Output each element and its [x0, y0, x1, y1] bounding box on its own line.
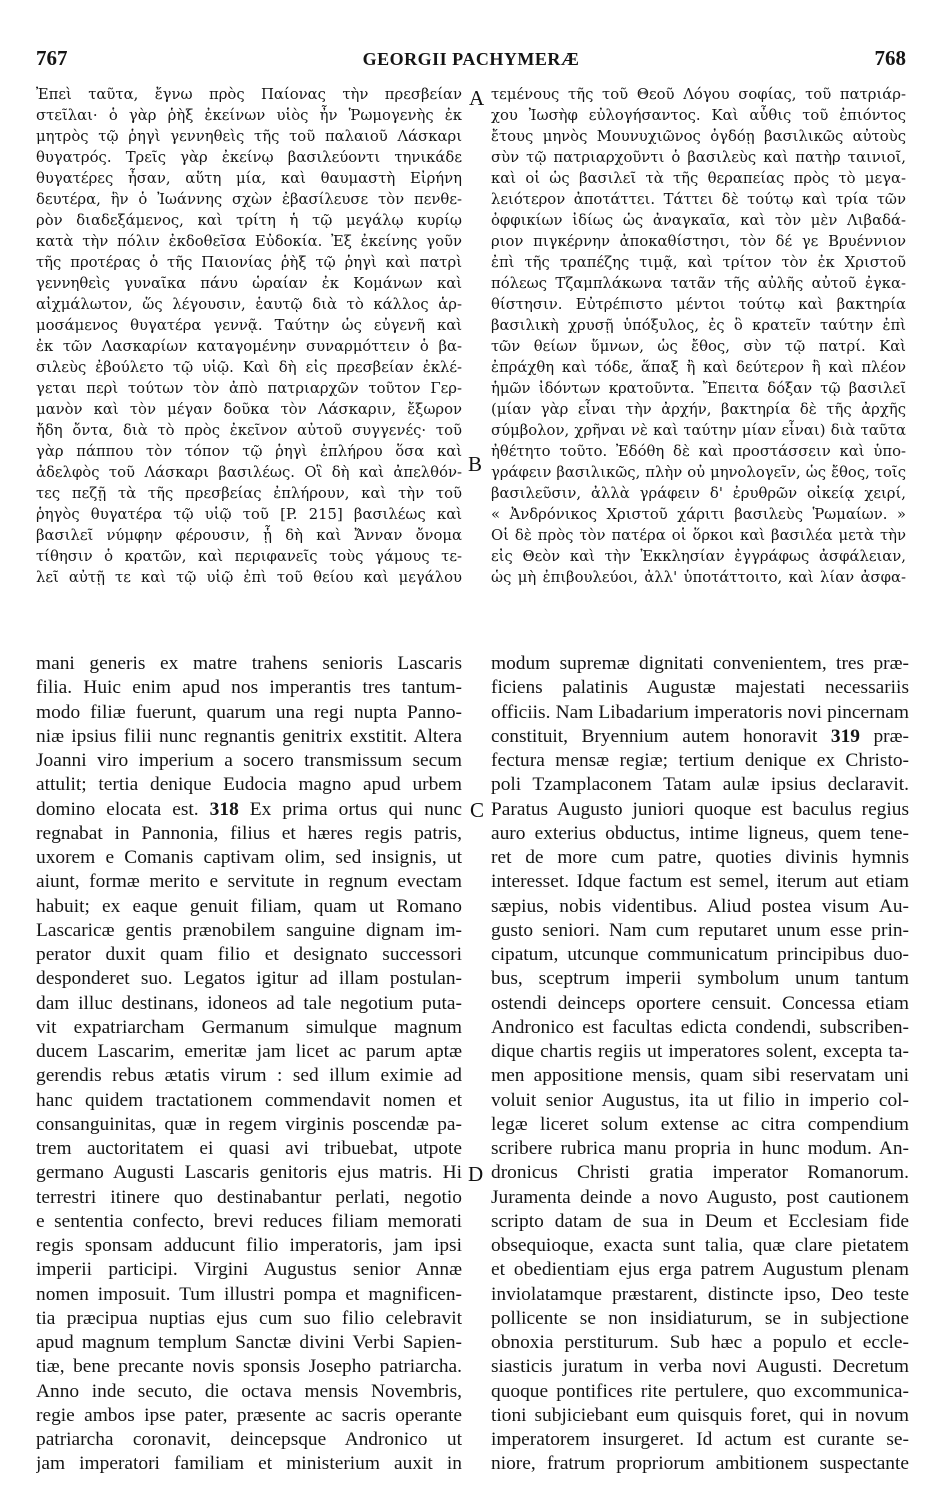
text-line: λειότερον ἀποτάττει. Τάττει δὲ τούτῳ καὶ τρία τῶν — [491, 191, 906, 208]
text-line: nomen imposuit. Tum illustri pompa et magnificen- — [36, 1283, 462, 1305]
text-line: εἰς Θεὸν καὶ τὴν Ἐκκλησίαν ἐγγράφως ἀσφάλειαν, — [491, 548, 906, 565]
greek-text-left-column — [36, 84, 462, 588]
text-line: auro exterius obductus, intime ligneus, quem tene- — [491, 822, 909, 844]
text-line: θίστησιν. Εὐτρέπιστο μέντοι τούτῳ καὶ βακτηρία — [491, 296, 906, 313]
text-line: ὀφφικίων ἰδίως ὡς ἀναγκαῖα, καὶ τὸν μὲν Λιβαδά- — [491, 212, 906, 229]
text-line: imperii participi. Virgini Augustus senior Annæ — [36, 1259, 462, 1281]
text-line: regie ambos ipse pater, præsente ac sacris operante — [36, 1404, 462, 1426]
text-line: e sententia confecto, brevi reduces filiam memorati — [36, 1210, 462, 1232]
text-line — [36, 798, 462, 822]
text-line: inviolatamque præstarent, distincte ipso, Deo teste — [491, 1283, 909, 1305]
text-line: attulit; tertia denique Eudocia magno apud urbem — [36, 774, 462, 796]
text-line: et obedientiam ejus erga patrem Augustum plenam — [491, 1259, 909, 1281]
text-line: τῶν θείων ὕμνων, ὡς ἔθος, σὺν τῷ πατρί. Καὶ — [491, 338, 906, 355]
margin-marker-d: D — [468, 1162, 484, 1186]
text-line: mani generis ex matre trahens senioris Lascaris — [36, 653, 462, 674]
text-line: τεμένους τῆς τοῦ Θεοῦ Λόγου σοφίας, τοῦ πατριάρ- — [491, 86, 906, 103]
text-line-fragment: Ex prima ortus qui nunc — [238, 798, 462, 820]
text-line: terrestri itinere quo destinabantur perlati, negotio — [36, 1186, 462, 1208]
section-number-318: 318 — [209, 798, 239, 820]
text-line: regnabat in Pannonia, filius et hæres regis patris, — [36, 822, 462, 844]
text-line: καὶ οἱ ὡς βασιλεῖ τὰ τῆς θεραπείας πρὸς τὸ μεγα- — [491, 170, 906, 187]
page-header — [36, 46, 906, 76]
text-line: obsequioque, exacta sunt talia, quæ clare pietatem — [491, 1235, 909, 1256]
text-line: θυγατρός. Τρεῖς γὰρ ἐκείνῳ βασιλεύοντι τηνικάδε — [36, 149, 462, 166]
text-line: Ἐπεὶ ταῦτα, ἔγνω πρὸς Παίονας τὴν πρεσβείαν — [36, 86, 462, 103]
text-line: consanguinitas, quæ in regem virginis poscendæ pa- — [36, 1113, 462, 1135]
text-line: patriarcha coronavit, deincepsque Andronico ut — [36, 1429, 462, 1450]
text-line: bus, sceptrum imperii symbolum unum tantum — [491, 968, 909, 990]
text-line: jam imperatori familiam et ministerium auxit in — [36, 1453, 462, 1475]
text-line: interesset. Idque factum est semel, iterum aut etiam — [491, 871, 909, 893]
text-line: tia præcipua nuptias ejus cum suo filio celebravit — [36, 1307, 462, 1329]
text-line: ficiens palatinis Augustæ majestati necessariis — [491, 677, 909, 699]
text-line: siasticis juratum in verba novi Augusti. Decretum — [491, 1356, 909, 1378]
text-line: γεννηθεὶς γυναῖκα πάνυ ὡραίαν ἐκ Κομάνων καὶ — [36, 275, 462, 292]
page-number-left: 767 — [36, 46, 68, 70]
latin-text-right-column — [491, 652, 909, 1477]
text-line: officiis. Nam Libadarium imperatoris novi pincernam — [491, 701, 909, 723]
text-line: desponderet suo. Legatos igitur ad illam postulan- — [36, 968, 462, 990]
text-line: μοσάμενος θυγατέρα γεννᾷ. Ταύτην ὡς εὐγενῆ καὶ — [36, 317, 462, 334]
text-line: Anno inde secuto, die octava mensis Novembris, — [36, 1380, 462, 1402]
text-line: Joanni viro imperium a socero transmissum secum — [36, 750, 462, 771]
text-line: ducem Lascarim, emeritæ jam licet ac parum aptæ — [36, 1041, 462, 1062]
text-line: σύμβολον, χρῆναι νὲ καὶ ταύτην μίαν εἶναι) διὰ ταῦτα — [491, 422, 906, 439]
text-line: λεῖ αὐτῇ τε καὶ τῷ υἱῷ ἐπὶ τοῦ θείου καὶ μεγάλου — [36, 569, 462, 586]
text-line: modo filiæ fuerunt, quarum una regi nupta Panno- — [36, 701, 462, 723]
text-line: quoque pontifices rite pertulere, quo excommunica- — [491, 1380, 909, 1402]
text-line: sæpius, nobis videntibus. Aliud postea visum Au- — [491, 895, 909, 917]
text-line: ostendi deinceps oportere censuit. Concessa etiam — [491, 992, 909, 1014]
text-line: « Ἀνδρόνικος Χριστοῦ χάριτι βασιλεὺς Ῥωμαίων. » — [491, 506, 906, 523]
text-line: perator duxit quam filio et designato successori — [36, 944, 462, 965]
text-line: γὰρ πάππου τὸν τόπον τῷ ῥηγὶ ἐπλήρου ὅσα καὶ — [36, 443, 462, 460]
text-line: ρὸν διαδεξάμενος, καὶ τρίτη ἡ τῷ μεγάλῳ κυρίῳ — [36, 212, 462, 229]
running-title: GEORGII PACHYMERÆ — [362, 49, 580, 69]
text-line: μητρὸς τῷ ῥηγὶ γεννηθεὶς τῆς τοῦ παλαιοῦ Λάσκαρι — [36, 128, 462, 145]
text-line: regis sponsam adducunt filio imperatoris, jam ipsi — [36, 1235, 462, 1256]
text-line: tiæ, bene precante novis sponsis Josepho patriarcha. — [36, 1356, 462, 1378]
text-line: tioni subjiciebant eum quisquis foret, qui in novum — [491, 1404, 909, 1426]
text-line: dronicus Christi gratia imperator Romanorum. — [491, 1162, 909, 1184]
greek-text-right-column — [491, 84, 906, 588]
text-line: uxorem e Comanis captivam olim, sed insignis, ut — [36, 847, 462, 868]
text-line: Andronico est facultas edicta condendi, subscriben- — [491, 1016, 909, 1038]
text-line: βασιλικὴ χρυσῇ ὑπόξυλος, ἐς ὃ κρατεῖν ταύτην ἐπὶ — [491, 317, 906, 334]
text-line: τες πεζῇ τὰ τῆς πρεσβείας ἐπλήρουν, καὶ τὴν τοῦ — [36, 485, 462, 502]
text-line: niore, fratrum propriorum ambitionem suspectante — [491, 1453, 909, 1475]
text-line: dam illuc destinans, idoneos ad tale negotium puta- — [36, 992, 462, 1014]
text-line: poli Tzamplaconem Tatam aulæ ipsius declaravit. — [491, 774, 909, 796]
text-line: σιλεὺς ἐβούλετο τῷ υἱῷ. Καὶ δὴ εἰς πρεσβείαν ἐκλέ- — [36, 359, 462, 376]
text-line: γεται περὶ τούτων τὸν ἀπὸ πατριαρχῶν τοῦτον Γερ- — [36, 380, 462, 397]
latin-text-left-column — [36, 652, 462, 1477]
text-line: filia. Huic enim apud nos imperantis tres tantum- — [36, 677, 462, 699]
text-line — [491, 725, 909, 749]
text-line: μανὸν καὶ τὸν μέγαν δοῦκα τὸν Λάσκαριν, ἔξωρον — [36, 401, 462, 418]
text-line: θυγατέρες ἦσαν, αὕτη μία, καὶ θαυμαστὴ Εἰρήνη — [36, 170, 462, 187]
text-line: δευτέρα, ἣν ὁ Ἰωάννης σχὼν ἐβασίλευσε τὸν πενθε- — [36, 191, 462, 208]
text-line: ἡμῶν ἰδόντων κρατοῦντα. Ἔπειτα δόξαν τῷ βασιλεῖ — [491, 380, 906, 397]
text-line: ριον πιγκέρνην ἀποκαθίστησι, τὸν δέ γε Βρυέννιον — [491, 233, 906, 250]
text-line: πόλεως Τζαμπλάκωνα τατᾶν τῆς αὐλῆς αὐτοῦ ἐγκα- — [491, 275, 906, 292]
text-line: τῆς προτέρας ὁ τῆς Παιονίας ῥὴξ τῷ ῥηγὶ καὶ πατρὶ — [36, 254, 462, 271]
text-line: modum supremæ dignitati convenientem, tres præ- — [491, 653, 909, 674]
text-line: men appositione mensis, quam sibi reservatam uni — [491, 1065, 909, 1087]
text-line: germano Augusti Lascaris genitoris ejus matris. Hi — [36, 1162, 462, 1184]
text-line: scripto datam de sua in Deum et Ecclesiam fide — [491, 1210, 909, 1232]
text-line: βασιλεῖ νύμφην φέρουσιν, ᾗ δὴ καὶ Ἄνναν ὄνομα — [36, 527, 462, 544]
text-line: fectura mensæ regiæ; tertium denique ex Christo- — [491, 750, 909, 771]
text-line: imperatorem insurgeret. Id actum est curante se- — [491, 1429, 909, 1450]
text-line: voluit senior Augustus, ita ut filio in imperio col- — [491, 1089, 909, 1111]
text-line: hanc quidem tractationem commendavit nomen et — [36, 1089, 462, 1111]
text-line: niæ ipsius filii nunc regnantis genitrix exstitit. Altera — [36, 725, 462, 747]
text-line-fragment: constituit, Bryennium autem honoravit — [491, 725, 818, 747]
text-line: γράφειν βασιλικῶς, πλὴν οὐ μηνολογεῖν, ὡς ἔθος, τοῖς — [491, 464, 906, 481]
text-line: (μίαν γὰρ εἶναι τὴν ἀρχήν, βακτηρία δὲ τῆς ἀρχῆς — [491, 401, 906, 418]
text-line: ἐπὶ τῆς τραπέζης τιμᾷ, καὶ τρίτον τὸν ἐκ Χριστοῦ — [491, 254, 906, 271]
text-line: ἐκ τῶν Λασκαρίων καταγομένην συναρμόττειν ὁ βα- — [36, 338, 462, 355]
text-line: vit expatriarcham Germanum simulque magnum — [36, 1016, 462, 1038]
text-line: αἰχμάλωτον, ὥς λέγουσιν, ἑαυτῷ διὰ τὸ κάλλος ἁρ- — [36, 296, 462, 313]
text-line: legæ liceret solum extense ac citra compendium — [491, 1113, 909, 1135]
text-line: trem auctoritatem ei quasi avi tribuebat, utpote — [36, 1138, 462, 1159]
text-line: ῥηγὸς θυγατέρα τῷ υἱῷ τοῦ [P. 215] βασιλέως καὶ — [36, 506, 462, 523]
text-line: ἠθέτητο τοῦτο. Ἐδόθη δὲ καὶ προστάσσειν καὶ ὑπο- — [491, 443, 906, 460]
text-line: apud magnum templum Sanctæ divini Verbi Sapien- — [36, 1332, 462, 1353]
page-number-right: 768 — [874, 46, 906, 70]
text-line: χου Ἰωσὴφ εὐλογήσαντος. Καὶ αὖθις τοῦ ἐπιόντος — [491, 107, 906, 124]
text-line: ret de more cum patre, quoties divinis hymnis — [491, 847, 909, 868]
text-line: Lascaricæ gentis prænobilem sanguine dignam im- — [36, 919, 462, 941]
text-line: scribere rubrica manu propria in hunc modum. An- — [491, 1138, 909, 1159]
text-line: ὡς μὴ ἐπιβουλεύοι, ἀλλ' ὑποτάττοιτο, καὶ λίαν ἀσφα- — [491, 569, 906, 586]
text-line: Juramenta deinde a novo Augusto, post cautionem — [491, 1186, 909, 1208]
text-line: στεῖλαι· ὁ γὰρ ῥὴξ ἐκείνων υἱὸς ἦν Ῥωμογενὴς ἐκ — [36, 107, 462, 124]
text-line: ἤδη ὄντα, διὰ τὸ πρὸς ἐκεῖνον αὐτοῦ συγγενές· τοῦ — [36, 422, 462, 439]
text-line: pollicente se non insidiaturum, se in subjectione — [491, 1307, 909, 1329]
text-line: ἔτους μηνὸς Μουνυχιῶνος ὀγδόῃ βασιλικῶς αὐτοὺς — [491, 128, 906, 145]
text-line: dique chartis regiis ut imperatores solent, excepta ta- — [491, 1041, 909, 1062]
text-line: βασιλεῦσιν, ἀλλὰ γράφειν δ' ἐρυθρῶν οἰκείᾳ χειρί, — [491, 485, 906, 502]
section-number-319: 319 — [830, 725, 860, 747]
margin-marker-a: A — [469, 86, 485, 110]
margin-marker-c: C — [470, 798, 485, 822]
text-line: ἀδελφὸς τοῦ Λάσκαρι βασιλέως. Οἳ δὴ καὶ ἀπελθόν- — [36, 464, 462, 481]
text-line: ἐπράχθη καὶ τόδε, ἅπαξ ἢ καὶ δεύτερον ἢ καὶ πλέον — [491, 359, 906, 376]
text-line: τίθησιν ὁ κρατῶν, καὶ περιφανεῖς τοὺς γάμους τε- — [36, 548, 462, 565]
text-line: Οἱ δὲ πρὸς τὸν πατέρα οἱ ὅρκοι καὶ βασιλέα μετὰ τὴν — [491, 527, 906, 544]
text-line: cipatum, utcunque communicatum principibus duo- — [491, 944, 909, 965]
margin-marker-b: B — [468, 452, 483, 476]
text-line: habuit; ex eaque genuit filiam, quam ut Romano — [36, 895, 462, 917]
text-line: gusto seniori. Nam cum reputaret unum esse prin- — [491, 919, 909, 941]
text-line: gerendis rebus ætatis virum : sed illum eximie ad — [36, 1065, 462, 1087]
text-line: σὺν τῷ πατριαρχοῦντι ὁ βασιλεὺς καὶ πατὴρ ταινιοῖ, — [491, 149, 906, 166]
text-line: Paratus Augusto juniori quoque est baculus regius — [491, 798, 909, 820]
text-line: obnoxia perstiturum. Sub hæc a populo et eccle- — [491, 1332, 909, 1353]
text-line: κατὰ τὴν πόλιν ἐκδοθεῖσα Εὐδοκία. Ἐξ ἐκείνης γοῦν — [36, 233, 462, 250]
text-line: aiunt, formæ merito e servitute in regnum evectam — [36, 871, 462, 893]
text-line-fragment: præ- — [859, 725, 909, 747]
text-line-fragment: domino elocata est. — [36, 798, 199, 820]
